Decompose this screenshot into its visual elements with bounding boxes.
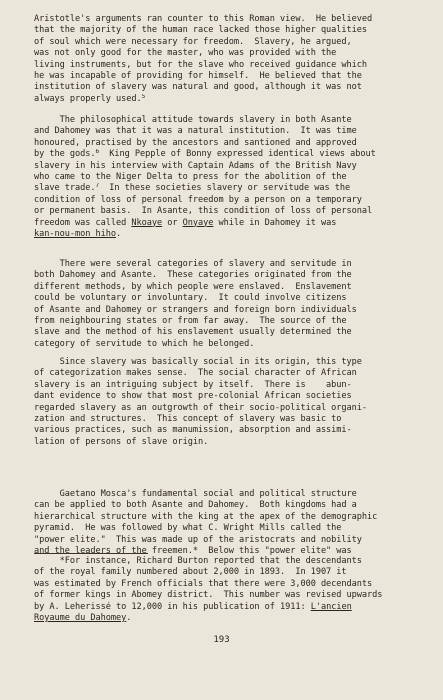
text-line: pyramid. He was followed by what C. Wright Mills called the	[34, 523, 342, 534]
text-line: both Dahomey and Asante. These categories originated from the	[34, 270, 352, 281]
paragraph-aristotle	[34, 14, 418, 105]
text-line: he was incapable of providing for himself. He believed that the	[34, 70, 362, 81]
footnote	[34, 556, 418, 624]
text-line: lation of persons of slave origin.	[34, 436, 209, 447]
text-line: could be voluntary or involuntary. It could involve citizens	[34, 293, 347, 304]
footnote-ref-6: 6	[95, 149, 100, 156]
text-line: honoured, practised by the ancestors and santioned and approved	[34, 137, 357, 148]
paragraph-categories	[34, 259, 418, 350]
text-run: .	[115, 228, 122, 239]
term-kan-nou-mon-hiho: kan-nou-mon hiho	[34, 228, 116, 239]
page-number: 193	[213, 635, 230, 645]
text-line: living instruments, but for the slave who received guidance which	[34, 59, 368, 70]
text-line: There were several categories of slavery and servitude in	[34, 259, 352, 269]
text-line: regarded slavery as an outgrowth of their socio-political organi-	[34, 402, 368, 413]
text-line: can be applied to both Asante and Dahomey. Both kingdoms had a	[34, 500, 357, 511]
text-line: of former kings in Abomey district. This number was revised upwards	[34, 590, 383, 601]
text-line: institution of slavery was natural and good, although it was not	[34, 82, 362, 93]
text-line: and the leaders of the freemen.* Below this "power elite" was	[34, 545, 352, 556]
text-line: hierarchical structure with the king at the apex of the demographic	[34, 511, 378, 522]
text-run: by A. Leherissé to 12,000 in his publication of 1911:	[34, 601, 311, 612]
text-run: or	[162, 217, 183, 228]
text-line	[34, 183, 418, 194]
text-line: of categorization makes sense. The social character of African	[34, 368, 357, 379]
text-line: "power elite." This was made up of the aristocrats and nobility	[34, 534, 362, 545]
footnote-divider	[34, 553, 148, 554]
text-line	[34, 218, 418, 229]
text-run: always properly used.	[34, 93, 142, 104]
paragraph-philosophical-attitude	[34, 115, 418, 240]
text-line: condition of loss of personal freedom by a person on a temporary	[34, 194, 362, 205]
term-nkoaye: Nkoaye	[131, 217, 163, 228]
text-line: was estimated by French officials that there were 3,000 decendants	[34, 578, 373, 589]
text-line: different methods, by which people were enslaved. Enslavement	[34, 281, 352, 292]
text-run: slave trade.	[34, 183, 96, 194]
text-line: was not only good for the master, who was provided with the	[34, 48, 337, 59]
text-line: Gaetano Mosca's fundamental social and political structure	[34, 489, 357, 499]
text-line: of soul which were necessary for freedom. Slavery, he argued,	[34, 36, 352, 47]
text-line	[34, 229, 418, 240]
text-line: that the majority of the human race lacked those higher qualities	[34, 25, 368, 36]
text-line: zation and structures. This concept of slavery was basic to	[34, 413, 342, 424]
text-line: dant evidence to show that most pre-colonial African societies	[34, 391, 352, 402]
text-line: *For instance, Richard Burton reported that the descendants	[34, 556, 362, 566]
text-line	[34, 613, 418, 624]
text-line: slave and the method of his enslavement usually determined the	[34, 327, 352, 338]
term-onyaye: Onyaye	[182, 217, 214, 228]
text-run: by the gods.	[34, 149, 96, 160]
footnote-ref-5: 5	[141, 93, 146, 100]
text-line	[34, 149, 418, 160]
text-line: Since slavery was basically social in its origin, this type	[34, 357, 362, 367]
text-line: category of servitude to which he belonged.	[34, 338, 255, 349]
text-run: while in Dahomey it was	[213, 217, 337, 228]
text-line: The philosophical attitude towards slavery in both Asante	[34, 115, 352, 125]
text-line: of Asante and Dahomey or strangers and foreign born individuals	[34, 304, 357, 315]
text-line: various practices, such as manumission, absorption and assimi-	[34, 425, 352, 436]
text-run: freedom was called	[34, 217, 132, 228]
footnote-ref-7: 7	[95, 183, 100, 190]
publication-title: Royaume du Dahomey	[34, 612, 127, 623]
text-line	[34, 602, 418, 613]
text-line: and Dahomey was that it was a natural institution. It was time	[34, 126, 357, 137]
text-line: from neighbouring states or from far away. The source of the	[34, 315, 347, 326]
publication-title: L'ancien	[310, 601, 352, 612]
paragraph-social-origin	[34, 357, 418, 448]
text-line: slavery in his interview with Captain Adams of the British Navy	[34, 160, 357, 171]
text-line: or permanent basis. In Asante, this condition of loss of personal	[34, 206, 373, 217]
text-line	[34, 94, 418, 105]
text-run: King Pepple of Bonny expressed identical views about	[99, 149, 376, 160]
text-run: .	[126, 612, 132, 623]
text-line: who came to the Niger Delta to press for the abolition of the	[34, 171, 347, 182]
text-line: slavery is an intriguing subject by itself. There is abun-	[34, 379, 352, 390]
text-line: Aristotle's arguments ran counter to this Roman view. He believed	[34, 14, 373, 24]
paragraph-mosca	[34, 489, 418, 557]
text-run: In these societies slavery or servitude was the	[99, 183, 351, 194]
text-line: of the royal family numbered about 2,000 in 1893. In 1907 it	[34, 567, 347, 578]
